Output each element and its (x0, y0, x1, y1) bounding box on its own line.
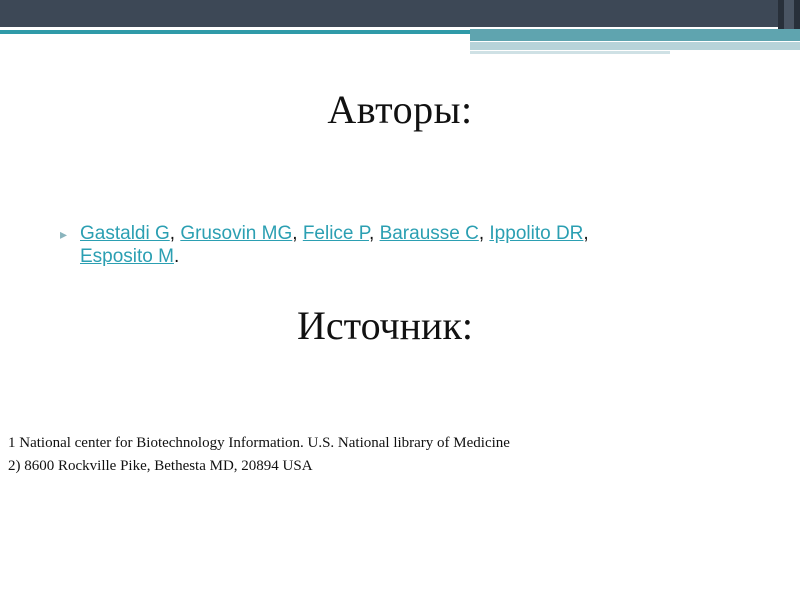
header-teal-thin-band (470, 51, 670, 54)
author-separator: , (369, 223, 380, 244)
header-teal-light-band (470, 42, 800, 50)
slide-header-decoration (0, 0, 800, 56)
author-separator: , (292, 223, 303, 244)
source-heading: Источник: (296, 303, 474, 348)
authors-list (58, 222, 648, 268)
author-separator: , (478, 223, 490, 244)
author-link[interactable]: Barausse C (379, 223, 479, 244)
author-link[interactable]: Grusovin MG (180, 223, 293, 244)
header-teal-band (470, 29, 800, 41)
authors-heading: Авторы: (327, 87, 473, 132)
author-link[interactable]: Esposito M (80, 246, 174, 267)
source-line: 2) 8600 Rockville Pike, Bethesta MD, 20894 USA (8, 458, 313, 474)
source-line: 1 National center for Biotechnology Information. U.S. National library of Medicine (8, 435, 510, 451)
author-link[interactable]: Gastaldi G (80, 223, 170, 244)
author-separator: , (583, 223, 589, 244)
authors-list-item (58, 222, 648, 268)
triangle-bullet-icon: ▸ (60, 226, 68, 242)
source-text-block (8, 432, 768, 478)
header-dark-bar (0, 0, 778, 27)
author-separator: . (173, 246, 180, 267)
author-separator: , (169, 223, 181, 244)
author-link[interactable]: Ippolito DR (489, 223, 584, 244)
author-link[interactable]: Felice P (302, 223, 369, 244)
header-teal-line (0, 30, 470, 34)
